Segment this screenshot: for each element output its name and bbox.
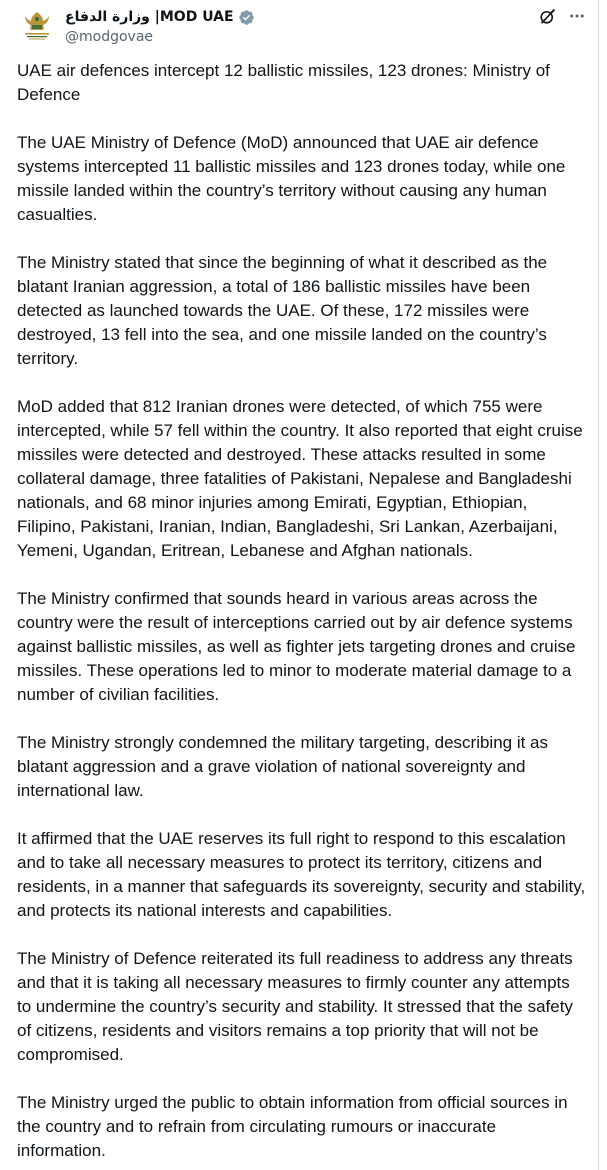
author-handle[interactable]: @modgovae	[65, 29, 154, 45]
author-name-row	[65, 7, 485, 27]
post-paragraph: MoD added that 812 Iranian drones were detected, of which 755 were intercepted, while 57 fell within the country. It also reported that eight cruise missiles were detected and destroyed. These attacks resulted in some collateral damage, three fatalities of Pakistani, Nepalese and Bangladeshi nationals, and 68 minor injuries among Emirati, Egyptian, Ethiopian, Filipino, Pakistani, Iranian, Indian, Bangladeshi, Sri Lankan, Azerbaijani, Yemeni, Ugandan, Eritrean, Lebanese and Afghan nationals.	[17, 397, 583, 560]
post-paragraph: The Ministry urged the public to obtain information from official sources in the country and to refrain from circulating rumours or inaccurate information.	[17, 1093, 568, 1160]
post-paragraph: The Ministry of Defence reiterated its full readiness to address any threats and that it is taking all necessary measures to firmly counter any attempts to undermine the country’s security and stability. It stressed that the safety of citizens, residents and visitors remains a top priority that will not be compromised.	[17, 949, 573, 1064]
post-paragraph: The UAE Ministry of Defence (MoD) announced that UAE air defence systems intercepted 11 ballistic missiles and 123 drones today, while one missile landed within the country’s territory without causing any human casualties.	[17, 133, 566, 224]
more-options-button[interactable]	[567, 6, 587, 26]
post-actions	[537, 6, 587, 26]
grok-icon	[538, 7, 557, 26]
post-paragraph: It affirmed that the UAE reserves its full right to respond to this escalation and to take all necessary measures to protect its territory, citizens and residents, in a manner that safeguards its sovereignty, security and stability, and protects its national interests and capabilities.	[17, 829, 586, 920]
post-text	[17, 59, 587, 1163]
post-headline: UAE air defences intercept 12 ballistic missiles, 123 drones: Ministry of Defence	[17, 61, 550, 104]
post-paragraph: The Ministry strongly condemned the military targeting, describing it as blatant aggression and a grave violation of national sovereignty and international law.	[17, 733, 549, 800]
post-paragraph: The Ministry confirmed that sounds heard in various areas across the country were the result of interceptions carried out by air defence systems against ballistic missiles, as well as fighter jets targeting drones and cruise missiles. These operations led to minor to moderate material damage to a number of civilian facilities.	[17, 589, 576, 704]
post-header	[17, 6, 587, 48]
post-paragraph: The Ministry stated that since the beginning of what it described as the blatant Iranian aggression, a total of 186 ballistic missiles have been detected as launched towards the UAE. Of these, 172 missiles were destroyed, 13 fell into the sea, and one missile landed on the country’s territory.	[17, 253, 548, 368]
author-display-name[interactable]: وزارة الدفاع |MOD UAE	[65, 9, 234, 25]
verified-badge-icon[interactable]	[238, 9, 255, 26]
avatar[interactable]	[17, 6, 57, 46]
author-info	[65, 7, 485, 46]
ministry-of-defence-emblem-icon	[17, 6, 57, 46]
more-options-icon	[568, 7, 586, 25]
grok-button[interactable]	[537, 6, 557, 26]
